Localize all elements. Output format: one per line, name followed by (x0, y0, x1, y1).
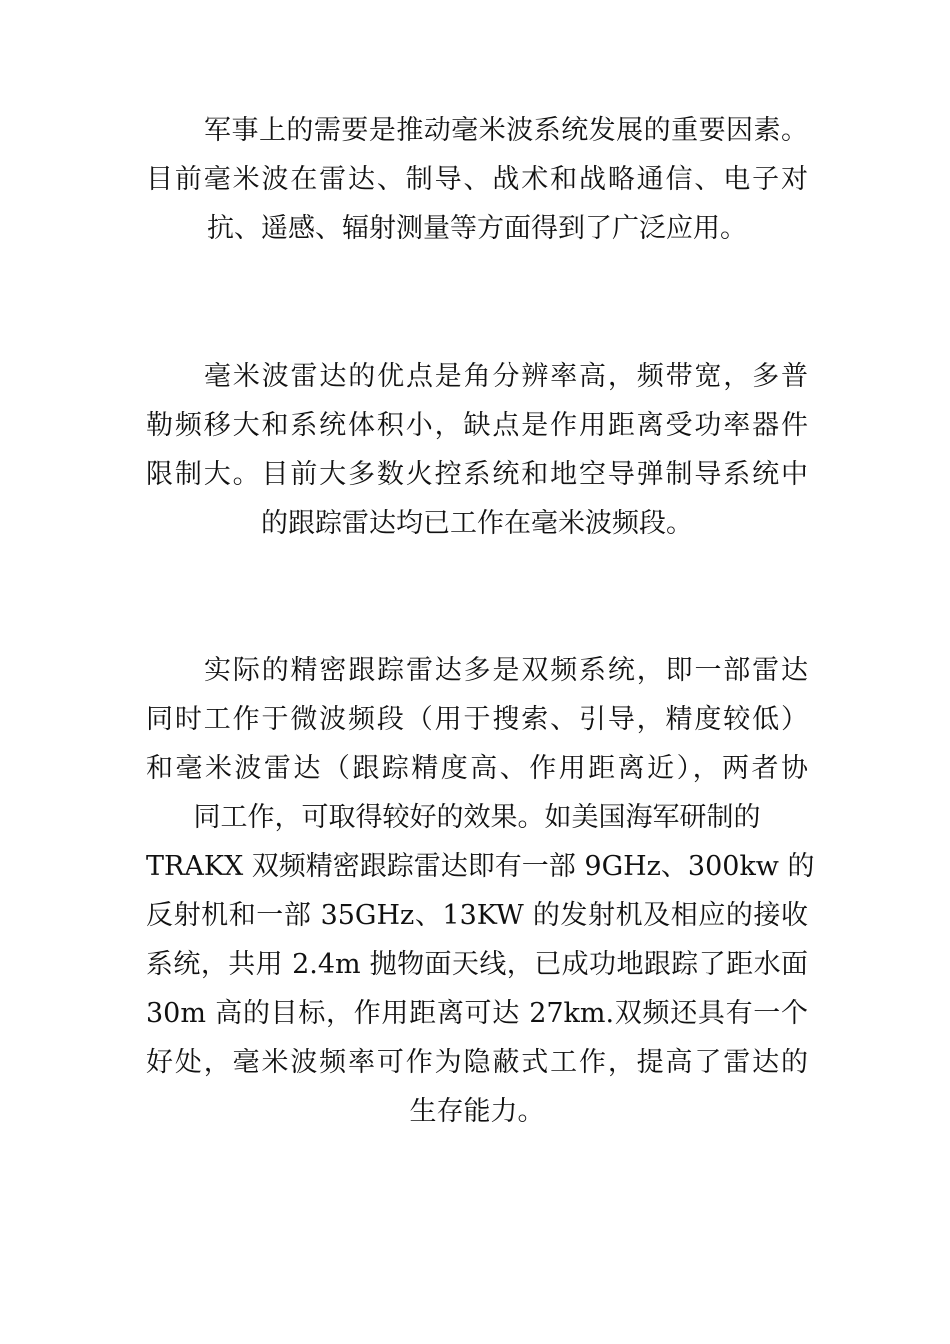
paragraph-2 (146, 352, 808, 548)
paragraph-1 (146, 106, 808, 253)
paragraph-line: 和毫米波雷达（跟踪精度高、作用距离近），两者协 (146, 753, 808, 784)
paragraph-line: 目前毫米波在雷达、制导、战术和战略通信、电子对 (146, 164, 808, 195)
paragraph-line: 系统，共用 2.4m 抛物面天线，已成功地跟踪了距水面 (146, 949, 808, 980)
paragraph-3 (146, 646, 815, 1136)
paragraph-line: 毫米波雷达的优点是角分辨率高，频带宽，多普 (204, 361, 808, 392)
paragraph-line: 军事上的需要是推动毫米波系统发展的重要因素。 (204, 115, 808, 146)
paragraph-line: 抗、遥感、辐射测量等方面得到了广泛应用。 (207, 213, 747, 244)
paragraph-line: 生存能力。 (409, 1096, 545, 1127)
paragraph-line: 同工作，可取得较好的效果。如美国海军研制的 (193, 802, 761, 833)
paragraph-line: 勒频移大和系统体积小，缺点是作用距离受功率器件 (146, 410, 808, 441)
paragraph-line: 实际的精密跟踪雷达多是双频系统，即一部雷达 (204, 655, 808, 686)
paragraph-line: TRAKX 双频精密跟踪雷达即有一部 9GHz、300kw 的 (146, 851, 815, 882)
paragraph-line: 反射机和一部 35GHz、13KW 的发射机及相应的接收 (146, 900, 808, 931)
paragraph-line: 的跟踪雷达均已工作在毫米波频段。 (261, 508, 693, 539)
paragraph-line: 30m 高的目标，作用距离可达 27km.双频还具有一个 (146, 998, 808, 1029)
paragraph-line: 好处，毫米波频率可作为隐蔽式工作，提高了雷达的 (146, 1047, 808, 1078)
paragraph-line: 限制大。目前大多数火控系统和地空导弹制导系统中 (146, 459, 808, 490)
paragraph-line: 同时工作于微波频段（用于搜索、引导，精度较低） (146, 704, 808, 735)
